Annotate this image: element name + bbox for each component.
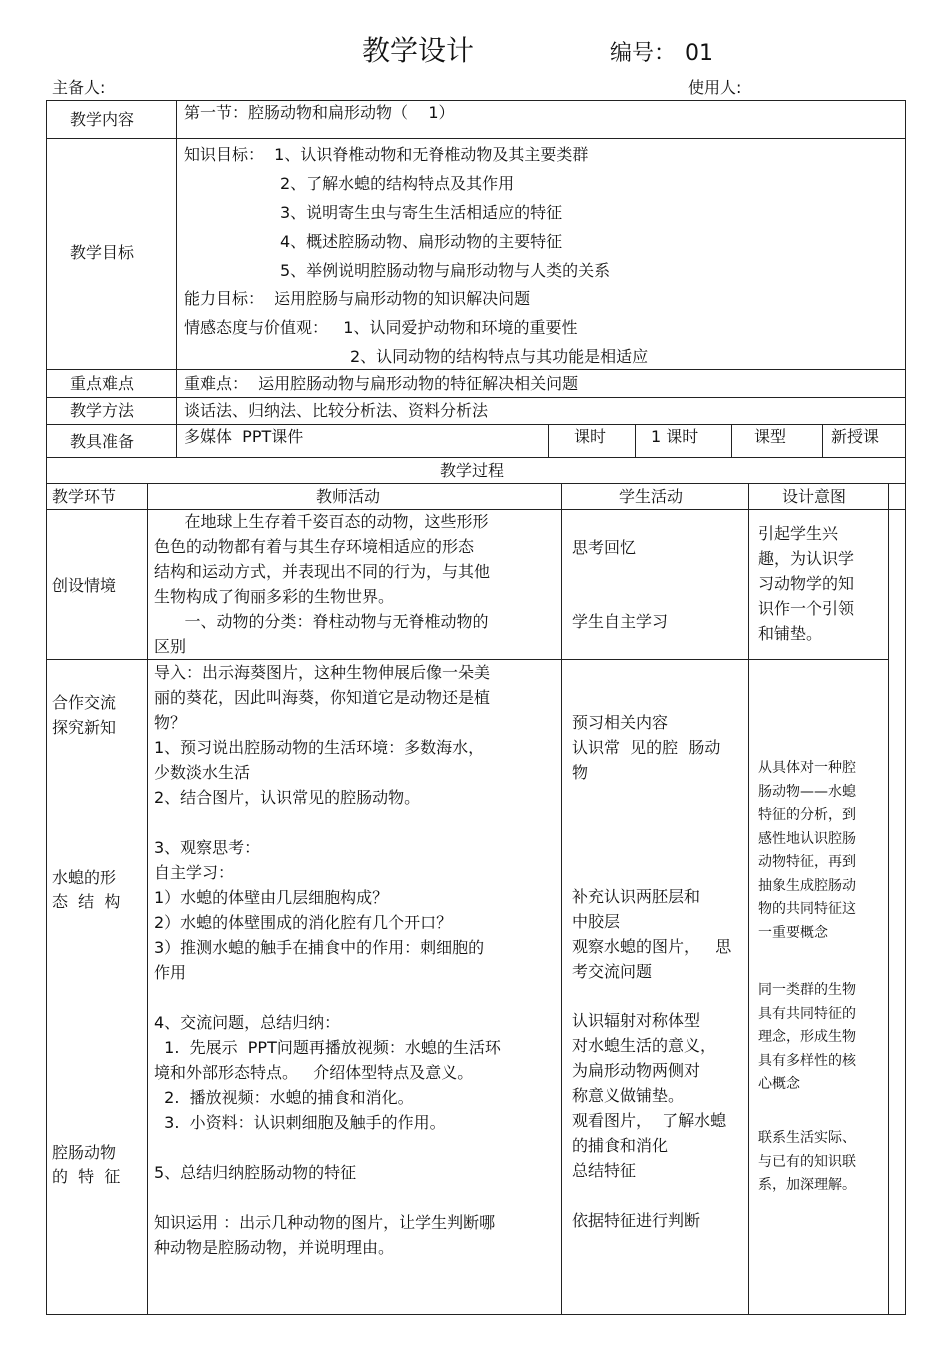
doc-number-label: 编号： xyxy=(610,41,677,66)
goal-line: 2、了解水螅的结构特点及其作用 xyxy=(280,174,515,193)
text-line: 识作一个引领 xyxy=(758,599,855,618)
text-line: 境和外部形态特点。 介绍体型特点及意义。 xyxy=(154,1063,474,1082)
stage-label: 探究新知 xyxy=(52,718,117,737)
stage-label: 合作交流 xyxy=(52,693,117,712)
text-line: 补充认识两胚层和 xyxy=(572,887,701,906)
goal-line: 能力目标： 运用腔肠与扁形动物的知识解决问题 xyxy=(184,289,531,308)
tools-label: 教具准备 xyxy=(70,432,135,451)
text-line: 3、观察思考： xyxy=(154,838,261,857)
column-header: 教学环节 xyxy=(52,487,117,506)
student-activity: 思考回忆 xyxy=(572,538,637,557)
text-line: 生物构成了徇丽多彩的生物世界。 xyxy=(154,587,395,606)
text-line: 为扁形动物两侧对 xyxy=(572,1061,701,1080)
user-label: 使用人: xyxy=(688,78,742,97)
stage-label: 的 特 征 xyxy=(52,1167,121,1186)
text-line: 抽象生成腔肠动 xyxy=(758,877,856,894)
text-line: 知识运用 ：出示几种动物的图片，让学生判断哪 xyxy=(154,1213,496,1232)
key-label: 重点难点 xyxy=(70,374,135,393)
text-line: 具有共同特征的 xyxy=(758,1005,856,1022)
method-label: 教学方法 xyxy=(70,401,135,420)
stage-label: 水螅的形 xyxy=(52,868,117,887)
text-line: 感性地认识腔肠 xyxy=(758,830,856,847)
text-line: 习动物学的知 xyxy=(758,574,855,593)
text-line: 趣，为认识学 xyxy=(758,549,855,568)
goal-line: 3、说明寄生虫与寄生生活相适应的特征 xyxy=(280,203,563,222)
text-line: 预习相关内容 xyxy=(572,713,669,732)
doc-number-value: 01 xyxy=(685,41,713,66)
text-line: 3）推测水螅的触手在捕食中的作用：刺细胞的 xyxy=(154,938,485,957)
text-line: 认识常 见的腔 肠动 xyxy=(572,738,721,757)
text-line: 联系生活实际、 xyxy=(758,1130,856,1146)
text-line: 与已有的知识联 xyxy=(758,1153,856,1170)
text-line: 4、交流问题，总结归纳： xyxy=(154,1013,341,1032)
stage-label: 创设情境 xyxy=(52,576,117,595)
text-line: 1、预习说出腔肠动物的生活环境：多数海水， xyxy=(154,738,485,757)
text-line: 的捕食和消化 xyxy=(572,1136,669,1155)
column-header: 设计意图 xyxy=(782,487,847,506)
text-line: 3. 小资料：认识刺细胞及触手的作用。 xyxy=(154,1113,446,1132)
period-label: 课时 xyxy=(574,427,607,446)
text-line: 2）水螅的体壁围成的消化腔有几个开口？ xyxy=(154,913,453,932)
text-line: 肠动物——水螅 xyxy=(758,783,856,800)
text-line: 称意义做铺垫。 xyxy=(572,1086,685,1105)
text-line: 丽的葵花，因此叫海葵，你知道它是动物还是植 xyxy=(154,688,491,707)
text-line: 具有多样性的核 xyxy=(758,1052,856,1069)
type-value: 新授课 xyxy=(831,427,880,446)
text-line: 1）水螅的体壁由几层细胞构成？ xyxy=(154,888,389,907)
text-line: 物的共同特征这 xyxy=(758,901,856,917)
content-value: 第一节：腔肠动物和扁形动物（ 1） xyxy=(184,103,455,122)
text-line: 种动物是腔肠动物，并说明理由。 xyxy=(154,1238,395,1257)
period-value: 1 课时 xyxy=(651,427,699,446)
student-activity: 学生自主学习 xyxy=(572,612,669,631)
text-line: 和铺垫。 xyxy=(758,624,823,643)
goal-line: 情感态度与价值观： 1、认同爱护动物和环境的重要性 xyxy=(184,318,578,337)
page-title: 教学设计 xyxy=(362,34,475,67)
text-line: 物 xyxy=(572,763,589,782)
text-line: 认识辐射对称体型 xyxy=(572,1011,701,1030)
preparer-label: 主备人: xyxy=(52,78,106,97)
stage-label: 腔肠动物 xyxy=(52,1143,117,1162)
text-line: 从具体对一种腔 xyxy=(758,760,856,776)
goal-line: 4、概述腔肠动物、扁形动物的主要特征 xyxy=(280,232,563,251)
column-header: 学生活动 xyxy=(619,487,684,506)
text-line: 物？ xyxy=(154,713,187,732)
text-line: 导入：出示海葵图片，这种生物伸展后像一朵美 xyxy=(154,663,491,682)
key-value: 重难点： 运用腔肠动物与扁形动物的特征解决相关问题 xyxy=(184,374,579,393)
type-label: 课型 xyxy=(754,427,787,446)
text-line: 特征的分析，到 xyxy=(758,807,856,823)
text-line: 心概念 xyxy=(758,1076,800,1092)
text-line: 总结特征 xyxy=(572,1161,637,1180)
text-line: 色色的动物都有着与其生存环境相适应的形态 xyxy=(154,537,475,556)
text-line: 依据特征进行判断 xyxy=(572,1211,701,1230)
text-line: 中胶层 xyxy=(572,912,621,931)
goal-line: 5、举例说明腔肠动物与扁形动物与人类的关系 xyxy=(280,261,611,280)
text-line: 观察水螅的图片， 思 xyxy=(572,937,732,956)
text-line: 理念，形成生物 xyxy=(758,1029,856,1045)
tools-value: 多媒体 PPT课件 xyxy=(184,427,304,446)
text-line: 一、动物的分类：脊柱动物与无脊椎动物的 xyxy=(154,612,489,631)
text-line: 动物特征，再到 xyxy=(758,854,856,870)
goals-label: 教学目标 xyxy=(70,243,135,262)
text-line: 2. 播放视频：水螅的捕食和消化。 xyxy=(154,1088,414,1107)
content-label: 教学内容 xyxy=(70,110,135,129)
text-line: 观看图片， 了解水螅 xyxy=(572,1111,727,1130)
process-title: 教学过程 xyxy=(440,461,505,480)
text-line: 考交流问题 xyxy=(572,962,653,981)
method-value: 谈话法、归纳法、比较分析法、资料分析法 xyxy=(184,401,489,420)
goal-line: 2、认同动物的结构特点与其功能是相适应 xyxy=(350,347,649,366)
text-line: 一重要概念 xyxy=(758,924,828,941)
text-line: 1. 先展示 PPT问题再播放视频：水螅的生活环 xyxy=(154,1038,501,1057)
text-line: 5、总结归纳腔肠动物的特征 xyxy=(154,1163,357,1182)
text-line: 区别 xyxy=(154,637,187,656)
column-header: 教师活动 xyxy=(316,487,381,506)
text-line: 少数淡水生活 xyxy=(154,763,251,782)
text-line: 引起学生兴 xyxy=(758,524,839,543)
goal-line: 知识目标： 1、认识脊椎动物和无脊椎动物及其主要类群 xyxy=(184,145,589,164)
text-line: 2、结合图片，认识常见的腔肠动物。 xyxy=(154,788,421,807)
text-line: 对水螅生活的意义， xyxy=(572,1036,717,1055)
text-line: 同一类群的生物 xyxy=(758,982,856,998)
text-line: 系，加深理解。 xyxy=(758,1177,856,1193)
text-line: 结构和运动方式，并表现出不同的行为，与其他 xyxy=(154,562,491,581)
stage-label: 态 结 构 xyxy=(52,892,121,911)
text-line: 自主学习： xyxy=(154,863,235,882)
text-line: 作用 xyxy=(154,963,187,982)
text-line: 在地球上生存着千姿百态的动物，这些形形 xyxy=(154,512,489,531)
